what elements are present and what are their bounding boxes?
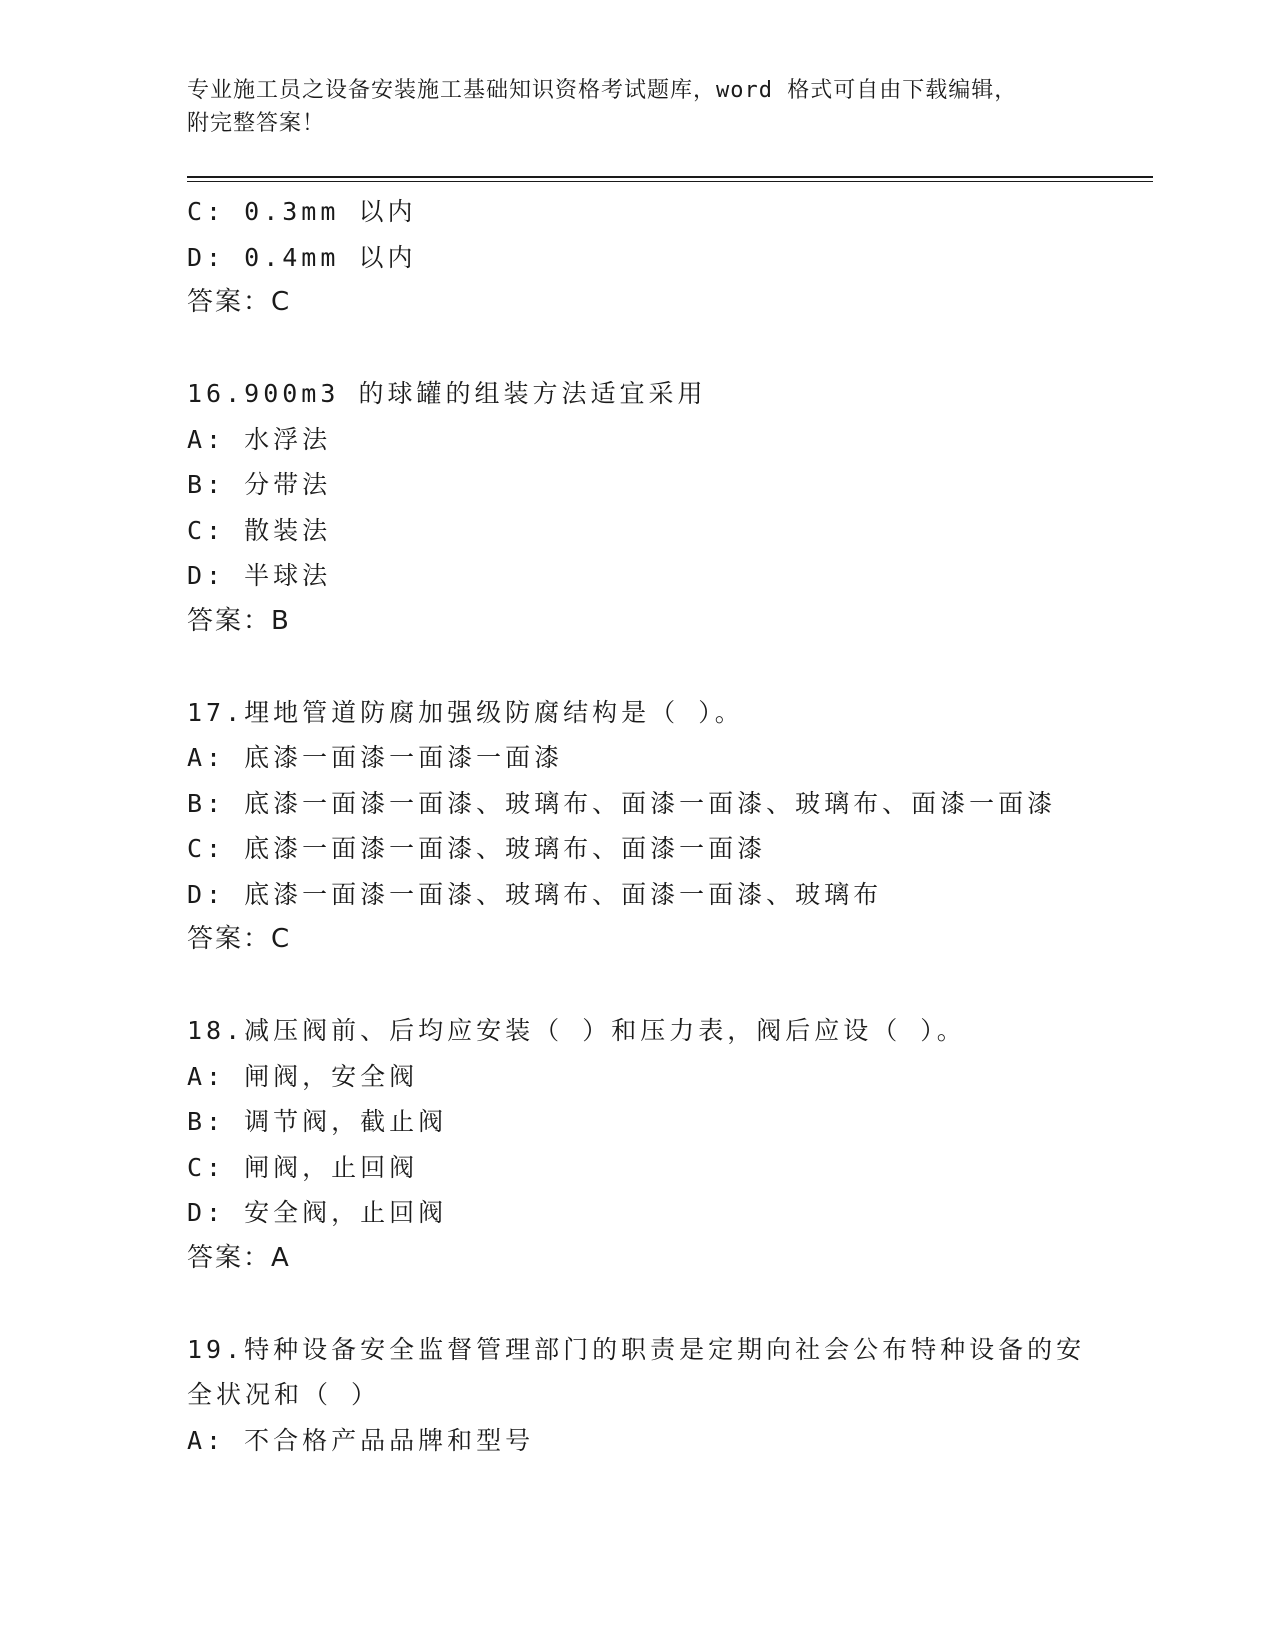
- option-a: A: 闸阀，安全阀: [187, 1061, 419, 1091]
- option-c: C: 散装法: [187, 515, 332, 545]
- option-d: D: 半球法: [187, 561, 332, 590]
- spacer: [187, 326, 1153, 372]
- spacer: [187, 963, 1153, 1009]
- question-stem: 17.埋地管道防腐加强级防腐结构是（ ）。: [187, 697, 744, 727]
- option-d: D: 0.4mm 以内: [187, 242, 417, 272]
- answer: 答案：B: [187, 605, 291, 636]
- option-c: C: 底漆一面漆一面漆、玻璃布、面漆一面漆: [187, 834, 767, 863]
- answer: 答案：C: [187, 287, 292, 317]
- option-b: B: 分带法: [187, 470, 332, 499]
- question-stem-line-2: 全状况和（ ）: [187, 1380, 381, 1409]
- question-17: [187, 690, 1153, 963]
- option-c: C: 0.3mm 以内: [187, 197, 417, 226]
- spacer: [187, 644, 1153, 690]
- header-line-2: 附完整答案！: [187, 111, 326, 136]
- option-a: A: 水浮法: [187, 424, 332, 454]
- spacer: [187, 1281, 1153, 1327]
- question-19: [187, 1327, 1153, 1464]
- option-c: C: 闸阀，止回阀: [187, 1152, 419, 1182]
- option-b: B: 底漆一面漆一面漆、玻璃布、面漆一面漆、玻璃布、面漆一面漆: [187, 788, 1057, 818]
- option-b: B: 调节阀，截止阀: [187, 1107, 448, 1136]
- question-16: [187, 371, 1153, 644]
- option-d: D: 底漆一面漆一面漆、玻璃布、面漆一面漆、玻璃布: [187, 879, 883, 909]
- header-rule-thick: [187, 176, 1153, 178]
- question-15-tail: [187, 189, 1153, 326]
- answer: 答案：A: [187, 1242, 291, 1273]
- header-line-1: 专业施工员之设备安装施工基础知识资格考试题库，word 格式可自由下载编辑，: [187, 78, 1018, 103]
- question-stem-line-1: 19.特种设备安全监督管理部门的职责是定期向社会公布特种设备的安: [187, 1334, 1086, 1364]
- option-a: A: 底漆一面漆一面漆一面漆: [187, 743, 564, 772]
- header-rule-thin: [187, 181, 1153, 182]
- document-header: [187, 74, 1067, 140]
- question-list: [187, 189, 1153, 1463]
- option-d: D: 安全阀，止回阀: [187, 1198, 448, 1227]
- answer: 答案：C: [187, 924, 292, 954]
- question-stem: 18.减压阀前、后均应安装（ ）和压力表，阀后应设（ ）。: [187, 1016, 966, 1045]
- question-18: [187, 1008, 1153, 1281]
- question-stem: 16.900m3 的球罐的组装方法适宜采用: [187, 379, 707, 408]
- option-a: A: 不合格产品品牌和型号: [187, 1425, 535, 1455]
